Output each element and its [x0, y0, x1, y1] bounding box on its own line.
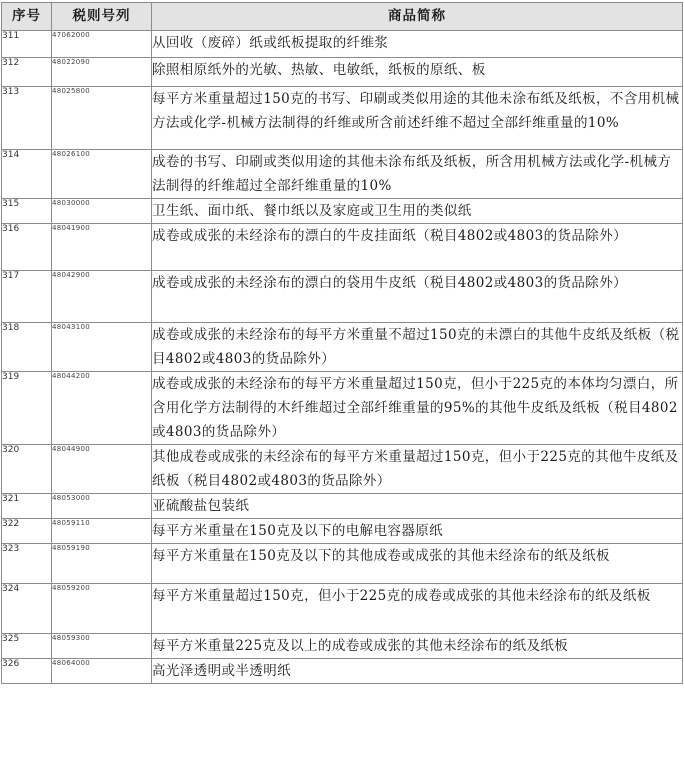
table-row — [2, 634, 683, 659]
table-row — [2, 87, 683, 150]
product-name: 每平方米重量在150克及以下的其他成卷或成张的其他未经涂布的纸及纸板 — [152, 544, 683, 584]
product-name: 每平方米重量225克及以上的成卷或成张的其他未经涂布的纸及纸板 — [152, 634, 683, 659]
row-number: 318 — [2, 323, 52, 372]
product-name: 卫生纸、面巾纸、餐巾纸以及家庭或卫生用的类似纸 — [152, 199, 683, 224]
product-name: 成卷或成张的未经涂布的每平方米重量超过150克，但小于225克的本体均匀漂白，所含用化学方法制得的木纤维超过全部纤维重量的95%的其他牛皮纸及纸板（税目4802或4803的货品除外） — [152, 372, 683, 445]
table-row — [2, 224, 683, 271]
row-number: 311 — [2, 31, 52, 58]
row-number: 316 — [2, 224, 52, 271]
header-row — [2, 3, 683, 31]
product-name: 成卷的书写、印刷或类似用途的其他未涂布纸及纸板，所含用机械方法或化学-机械方法制得的纤维超过全部纤维重量的10% — [152, 150, 683, 199]
tariff-code: 48022090 — [52, 58, 152, 87]
product-name: 除照相原纸外的光敏、热敏、电敏纸，纸板的原纸、板 — [152, 58, 683, 87]
table-row — [2, 271, 683, 323]
tariff-table — [1, 2, 683, 684]
tariff-code: 48044900 — [52, 445, 152, 494]
header-no: 序号 — [2, 3, 52, 31]
product-name: 亚硫酸盐包装纸 — [152, 494, 683, 519]
header-code: 税则号列 — [52, 3, 152, 31]
row-number: 320 — [2, 445, 52, 494]
tariff-code: 48059110 — [52, 519, 152, 544]
row-number: 313 — [2, 87, 52, 150]
tariff-code: 48053000 — [52, 494, 152, 519]
tariff-code: 48044200 — [52, 372, 152, 445]
tariff-code: 48059190 — [52, 544, 152, 584]
table-row — [2, 659, 683, 684]
row-number: 325 — [2, 634, 52, 659]
product-name: 成卷或成张的未经涂布的每平方米重量不超过150克的未漂白的其他牛皮纸及纸板（税目4802或4803的货品除外） — [152, 323, 683, 372]
table-row — [2, 445, 683, 494]
row-number: 317 — [2, 271, 52, 323]
tariff-code: 48026100 — [52, 150, 152, 199]
product-name: 每平方米重量超过150克的书写、印刷或类似用途的其他未涂布纸及纸板，不含用机械方法或化学-机械方法制得的纤维或所含前述纤维不超过全部纤维重量的10% — [152, 87, 683, 150]
product-name: 从回收（废碎）纸或纸板提取的纤维浆 — [152, 31, 683, 58]
product-name: 每平方米重量超过150克，但小于225克的成卷或成张的其他未经涂布的纸及纸板 — [152, 584, 683, 634]
row-number: 322 — [2, 519, 52, 544]
table-row — [2, 150, 683, 199]
row-number: 326 — [2, 659, 52, 684]
table-row — [2, 31, 683, 58]
tariff-code: 48025800 — [52, 87, 152, 150]
product-name: 高光泽透明或半透明纸 — [152, 659, 683, 684]
product-name: 成卷或成张的未经涂布的漂白的袋用牛皮纸（税目4802或4803的货品除外） — [152, 271, 683, 323]
table-row — [2, 199, 683, 224]
table-row — [2, 323, 683, 372]
table-header — [2, 3, 683, 31]
row-number: 315 — [2, 199, 52, 224]
tariff-code: 48041900 — [52, 224, 152, 271]
row-number: 319 — [2, 372, 52, 445]
table-row — [2, 372, 683, 445]
table-row — [2, 584, 683, 634]
table-row — [2, 494, 683, 519]
product-name: 其他成卷或成张的未经涂布的每平方米重量超过150克，但小于225克的其他牛皮纸及纸板（税目4802或4803的货品除外） — [152, 445, 683, 494]
table-row — [2, 58, 683, 87]
row-number: 321 — [2, 494, 52, 519]
product-name: 每平方米重量在150克及以下的电解电容器原纸 — [152, 519, 683, 544]
row-number: 314 — [2, 150, 52, 199]
tariff-code: 48059200 — [52, 584, 152, 634]
table-row — [2, 519, 683, 544]
row-number: 324 — [2, 584, 52, 634]
product-name: 成卷或成张的未经涂布的漂白的牛皮挂面纸（税目4802或4803的货品除外） — [152, 224, 683, 271]
row-number: 323 — [2, 544, 52, 584]
tariff-code: 48064000 — [52, 659, 152, 684]
tariff-code: 47062000 — [52, 31, 152, 58]
tariff-code: 48042900 — [52, 271, 152, 323]
row-number: 312 — [2, 58, 52, 87]
table-body — [2, 31, 683, 684]
tariff-code: 48043100 — [52, 323, 152, 372]
table-row — [2, 544, 683, 584]
tariff-code: 48030000 — [52, 199, 152, 224]
header-name: 商品简称 — [152, 3, 683, 31]
tariff-code: 48059300 — [52, 634, 152, 659]
